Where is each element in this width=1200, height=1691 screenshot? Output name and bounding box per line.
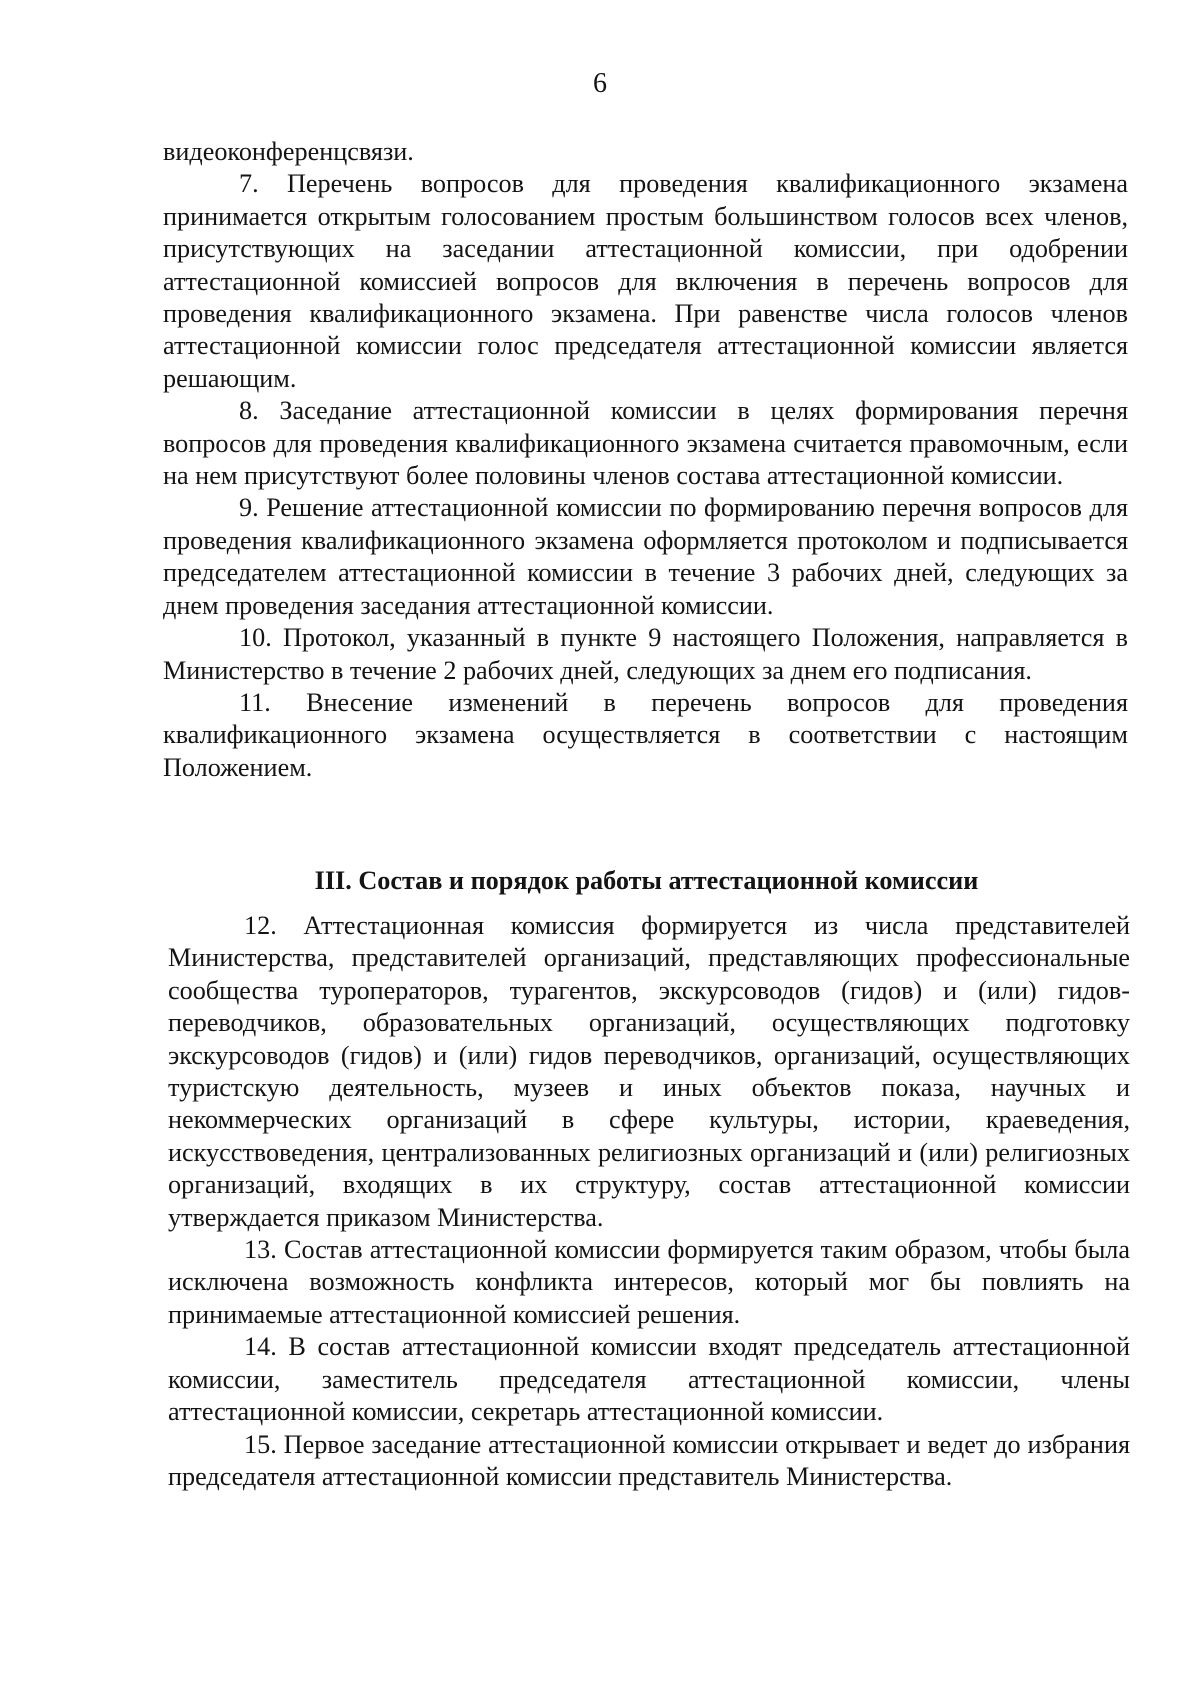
top-text-block [163,136,1128,784]
paragraph-7: 7. Перечень вопросов для проведения квалификационного экзамена принимается открытым голосованием простым большинством голосов всех членов, присутствующих на заседании аттестационной комиссии, при одобрении аттестационной комиссией вопросов для включения в перечень вопросов для проведения квалификационного экзамена. При равенстве числа голосов членов аттестационной комиссии голос председателя аттестационной комиссии является решающим. [163,169,1128,393]
page-number: 6 [593,68,607,99]
paragraph-9: 9. Решение аттестационной комиссии по формированию перечня вопросов для проведения квалификационного экзамена оформляется протоколом и подписывается председателем аттестационной комиссии в течение 3 рабочих дней, следующих за днем проведения заседания аттестационной комиссии. [163,493,1128,620]
section-heading: III. Состав и порядок работы аттестационной комиссии [314,866,979,895]
paragraph-13: 13. Состав аттестационной комиссии формируется таким образом, чтобы была исключена возможность конфликта интересов, который мог бы повлиять на принимаемые аттестационной комиссией решения. [168,1235,1130,1329]
paragraph-11: 11. Внесение изменений в перечень вопросов для проведения квалификационного экзамена осуществляется в соответствии с настоящим Положением. [163,687,1128,782]
paragraph-10: 10. Протокол, указанный в пункте 9 настоящего Положения, направляется в Министерство в течение 2 рабочих дней, следующих за днем его подписания. [163,623,1128,685]
paragraph-15: 15. Первое заседание аттестационной комиссии открывает и ведет до избрания председателя аттестационной комиссии представитель Министерства. [168,1429,1130,1491]
paragraph-14: 14. В состав аттестационной комиссии входят председатель аттестационной комиссии, заместитель председателя аттестационной комиссии, члены аттестационной комиссии, секретарь аттестационной комиссии. [168,1332,1130,1427]
paragraph-8: 8. Заседание аттестационной комиссии в целях формирования перечня вопросов для проведения квалификационного экзамена считается правомочным, если на нем присутствуют более половины членов состава аттестационной комиссии. [163,396,1128,491]
bottom-text-block [168,910,1130,1493]
paragraph-continuation: видеоконференцсвязи. [163,137,414,166]
paragraph-12: 12. Аттестационная комиссия формируется из числа представителей Министерства, представителей организаций, представляющих профессиональные сообщества туроператоров, турагентов, экскурсоводов (гидов) и (или) гидов-переводчиков, образовательных организаций, осуществляющих подготовку экскурсоводов (гидов) и (или) гидов переводчиков, организаций, осуществляющих туристскую деятельность, музеев и иных объектов показа, научных и некоммерческих организаций в сфере культуры, истории, краеведения, искусствоведения, централизованных религиозных организаций и (или) религиозных организаций, входящих в их структуру, состав аттестационной комиссии утверждается приказом Министерства. [168,911,1130,1232]
